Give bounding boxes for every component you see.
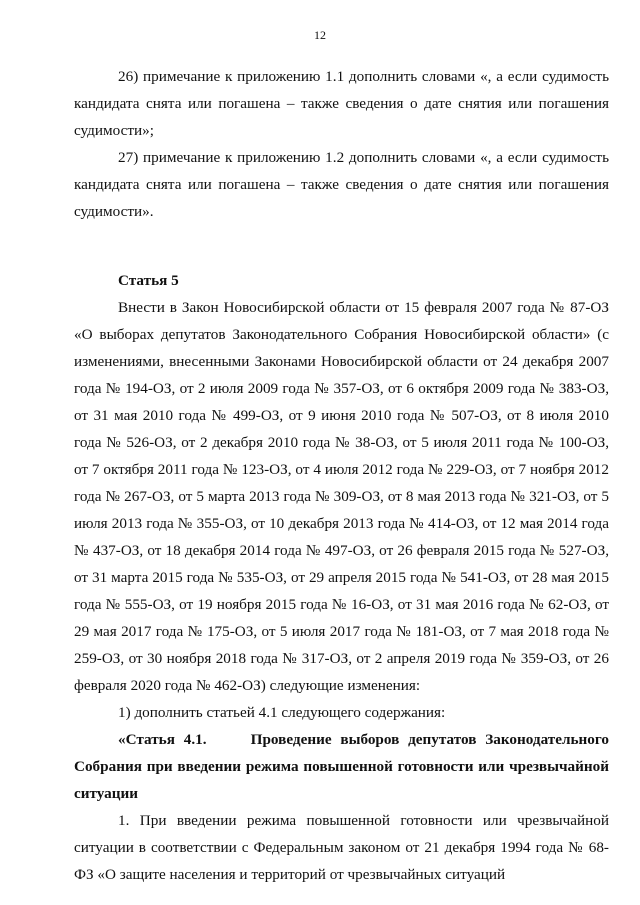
page-number: 12 <box>314 28 326 42</box>
section-spacer <box>74 225 609 267</box>
amendment-item-26: 26) примечание к приложению 1.1 дополнить словами «, а если судимость кандидата снята или погашена – также сведения о дате снятия или погашения судимости»; <box>74 68 609 139</box>
clause-1-paragraph: 1. При введении режима повышенной готовности или чрезвычайной ситуации в соответствии с Федеральным законом от 21 декабря 1994 года № 68-ФЗ «О защите населения и территорий от чрезвычайных ситуаций <box>74 812 609 883</box>
article-heading: Статья 5 <box>118 272 179 289</box>
new-article-title: Проведение выборов депутатов Законодательного Собрания при введении режима повышенной готовности или чрезвычайной ситуации <box>74 731 609 802</box>
new-article-label: «Статья 4.1. <box>118 731 207 748</box>
amendment-item-27: 27) примечание к приложению 1.2 дополнить словами «, а если судимость кандидата снята или погашена – также сведения о дате снятия или погашения судимости». <box>74 149 609 220</box>
point-1-paragraph: 1) дополнить статьей 4.1 следующего содержания: <box>118 704 446 721</box>
article-intro-paragraph: Внести в Закон Новосибирской области от 15 февраля 2007 года № 87-ОЗ «О выборах депутатов Законодательного Собрания Новосибирской области» (с изменениями, внесенными Законами Новосибирской области от 24 декабря 2007 года № 194-ОЗ, от 2 июля 2009 года № 357-ОЗ, от 6 октября 2009 года № 383-ОЗ, от 31 мая 2010 года № 499-ОЗ, от 9 июня 2010 года № 507-ОЗ, от 8 июля 2010 года № 526-ОЗ, от 2 декабря 2010 года № 38-ОЗ, от 5 июля 2011 года № 100-ОЗ, от 7 октября 2011 года № 123-ОЗ, от 4 июля 2012 года № 229-ОЗ, от 7 ноября 2012 года № 267-ОЗ, от 5 марта 2013 года № 309-ОЗ, от 8 мая 2013 года № 321-ОЗ, от 5 июля 2013 года № 355-ОЗ, от 10 декабря 2013 года № 414-ОЗ, от 12 мая 2014 года № 437-ОЗ, от 18 декабря 2014 года № 497-ОЗ, от 26 февраля 2015 года № 527-ОЗ, от 31 марта 2015 года № 535-ОЗ, от 29 апреля 2015 года № 541-ОЗ, от 28 мая 2015 года № 555-ОЗ, от 19 ноября 2015 года № 16-ОЗ, от 31 мая 2016 года № 62-ОЗ, от 29 мая 2017 года № 175-ОЗ, от 5 июля 2017 года № 181-ОЗ, от 7 мая 2018 года № 259-ОЗ, от 30 ноября 2018 года № 317-ОЗ, от 2 апреля 2019 года № 359-ОЗ, от 26 февраля 2020 года № 462-ОЗ) следующие изменения: <box>74 299 609 694</box>
new-article-title-block <box>74 726 609 807</box>
document-body <box>74 63 609 888</box>
